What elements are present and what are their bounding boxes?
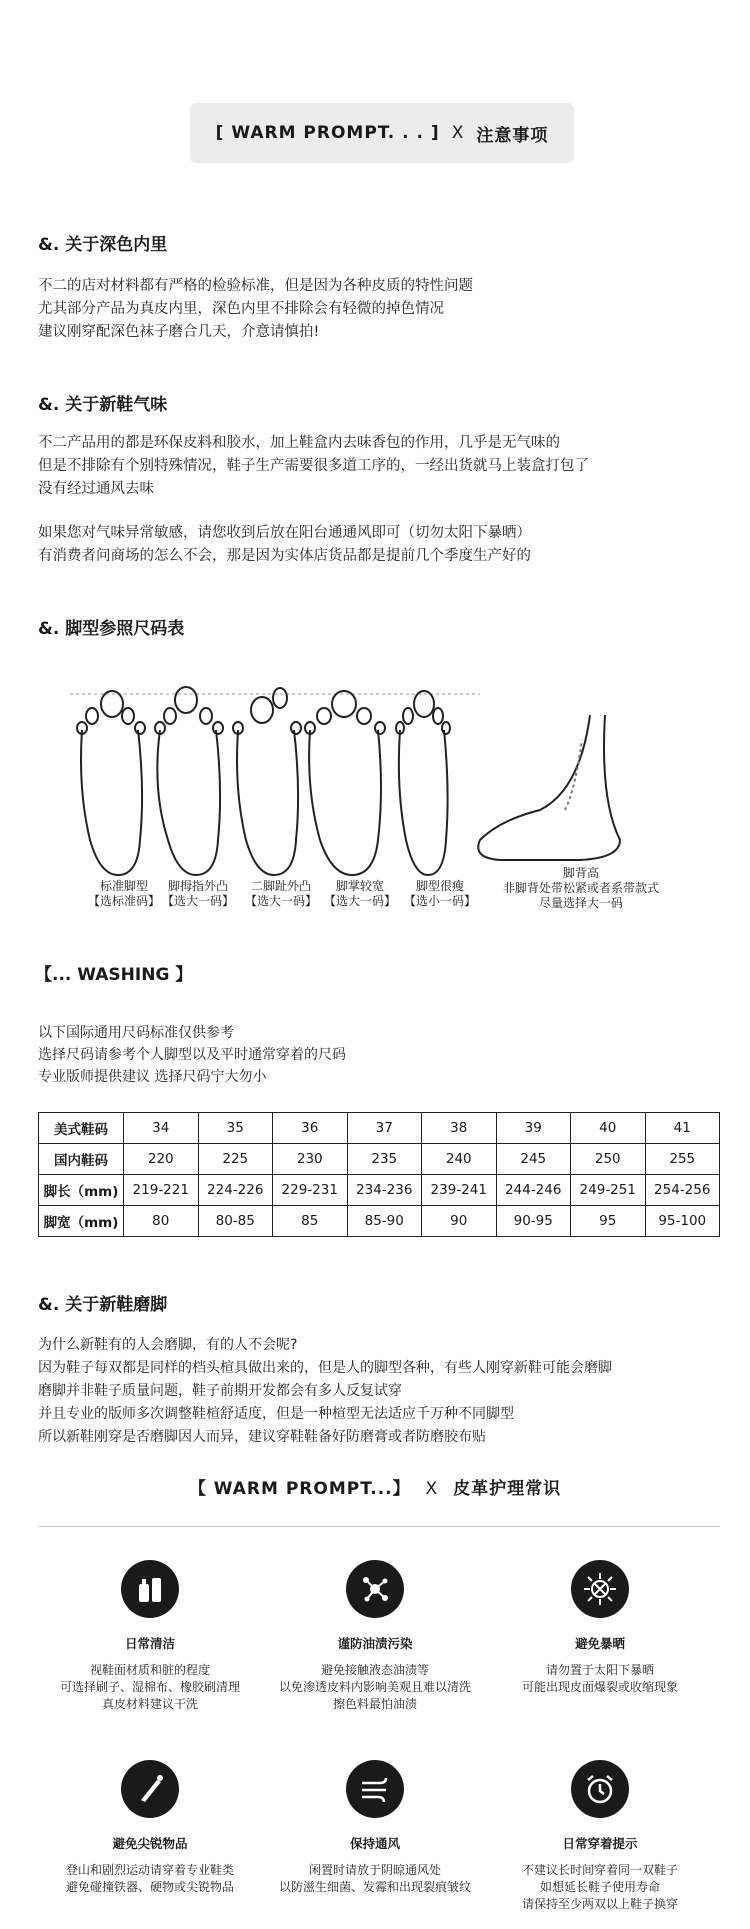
text-line: 有消费者问商场的怎么不会，那是因为实体店货品都是提前几个季度生产好的 bbox=[38, 548, 531, 564]
foot-name: 二脚趾外凸 bbox=[251, 879, 312, 893]
instep-line: 脚背高 bbox=[563, 866, 600, 880]
text-line: 如果您对气味异常敏感，请您收到后放在阳台通通风即可（切勿太阳下暴晒） bbox=[38, 525, 531, 541]
banner2-en: 【 WARM PROMPT...】 bbox=[188, 1479, 411, 1499]
care-item-sharp bbox=[35, 1760, 265, 1896]
care-title: 避免尖锐物品 bbox=[112, 1836, 188, 1851]
care-line: 可选择刷子、湿棉布、橡胶刷清理 bbox=[59, 1680, 240, 1694]
table-cell: 41 bbox=[645, 1113, 720, 1144]
care-item-sun bbox=[485, 1560, 715, 1696]
smell-text-2 bbox=[38, 522, 531, 568]
table-row bbox=[39, 1144, 720, 1175]
table-row bbox=[39, 1113, 720, 1144]
instep-line: 非脚背处带松紧或者系带款式 bbox=[503, 881, 660, 895]
section-title-foot: &. 脚型参照尺码表 bbox=[38, 619, 185, 639]
sun-burst-icon bbox=[571, 1560, 629, 1618]
table-cell: 80-85 bbox=[198, 1206, 273, 1237]
section-title-smell: &. 关于新鞋气味 bbox=[38, 395, 168, 415]
size-table bbox=[38, 1112, 720, 1237]
wind-icon bbox=[346, 1760, 404, 1818]
text-line: 没有经过通风去味 bbox=[38, 481, 154, 497]
banner-sep: X bbox=[451, 123, 465, 143]
section-title-rub: &. 关于新鞋磨脚 bbox=[38, 1295, 168, 1315]
care-item-wear bbox=[485, 1760, 715, 1913]
care-line: 避免接触液态油渍等 bbox=[320, 1663, 429, 1677]
care-line: 登山和剧烈运动请穿着专业鞋类 bbox=[65, 1863, 234, 1877]
foot-tip: 【选小一码】 bbox=[404, 894, 477, 908]
table-cell: 39 bbox=[496, 1113, 571, 1144]
care-title: 日常清洁 bbox=[124, 1636, 175, 1651]
alarm-clock-icon bbox=[571, 1760, 629, 1818]
care-desc bbox=[35, 1862, 265, 1896]
foot-second-toe-icon bbox=[233, 688, 301, 875]
text-line: 磨脚并非鞋子质量问题，鞋子前期开发都会有多人反复试穿 bbox=[38, 1383, 402, 1399]
foot-tip: 【选大一码】 bbox=[245, 894, 318, 908]
care-item-cleaning bbox=[35, 1560, 265, 1713]
rub-text bbox=[38, 1334, 612, 1449]
care-desc bbox=[485, 1862, 715, 1913]
table-cell: 244-246 bbox=[496, 1175, 571, 1206]
foot-label-standard bbox=[88, 879, 160, 909]
table-cell: 38 bbox=[422, 1113, 497, 1144]
foot-shapes-illustration bbox=[60, 680, 700, 880]
foot-label-second-toe bbox=[245, 879, 317, 909]
table-cell: 35 bbox=[198, 1113, 273, 1144]
table-cell: 95-100 bbox=[645, 1206, 720, 1237]
foot-side-instep-icon bbox=[478, 715, 620, 860]
banner2-sep: X bbox=[425, 1479, 439, 1499]
care-line: 闲置时请放于阴晾通风处 bbox=[308, 1863, 441, 1877]
text-line: 建议刚穿配深色袜子磨合几天，介意请慎拍! bbox=[38, 324, 320, 340]
foot-wide-icon bbox=[305, 691, 385, 875]
table-row bbox=[39, 1175, 720, 1206]
table-cell: 85-90 bbox=[347, 1206, 422, 1237]
table-cell: 249-251 bbox=[571, 1175, 646, 1206]
table-cell: 37 bbox=[347, 1113, 422, 1144]
text-line: 所以新鞋刚穿是否磨脚因人而异，建议穿鞋鞋备好防磨膏或者防磨胶布贴 bbox=[38, 1429, 486, 1445]
table-cell: 224-226 bbox=[198, 1175, 273, 1206]
text-line: 专业版师提供建议 选择尺码宁大勿小 bbox=[38, 1069, 267, 1085]
care-line: 可能出现皮面爆裂或收缩现象 bbox=[521, 1680, 678, 1694]
foot-label-wide bbox=[324, 879, 396, 909]
table-cell: 255 bbox=[645, 1144, 720, 1175]
care-title: 谨防油渍污染 bbox=[337, 1636, 413, 1651]
text-line: 因为鞋子每双都是同样的档头楦具做出来的，但是人的脚型各种，有些人刚穿新鞋可能会磨脚 bbox=[38, 1360, 612, 1376]
knife-icon bbox=[121, 1760, 179, 1818]
table-cell: 254-256 bbox=[645, 1175, 720, 1206]
care-title: 保持通风 bbox=[349, 1836, 400, 1851]
foot-tip: 【选大一码】 bbox=[324, 894, 397, 908]
table-cell: 229-231 bbox=[273, 1175, 348, 1206]
text-line: 以下国际通用尺码标准仅供参考 bbox=[38, 1025, 234, 1041]
care-line: 视鞋面材质和脏的程度 bbox=[89, 1663, 210, 1677]
table-cell: 225 bbox=[198, 1144, 273, 1175]
care-desc bbox=[260, 1662, 490, 1713]
care-line: 擦色料最怕油渍 bbox=[332, 1697, 417, 1711]
care-line: 请勿置于太阳下暴晒 bbox=[545, 1663, 654, 1677]
instep-line: 尽量选择大一码 bbox=[539, 896, 624, 910]
care-line: 请保持至少两双以上鞋子换穿 bbox=[521, 1897, 678, 1911]
foot-label-bunion bbox=[162, 879, 234, 909]
care-line: 不建议长时间穿着同一双鞋子 bbox=[521, 1863, 678, 1877]
table-cell: 239-241 bbox=[422, 1175, 497, 1206]
table-row bbox=[39, 1206, 720, 1237]
foot-tip: 【选标准码】 bbox=[88, 894, 161, 908]
foot-label-slim bbox=[404, 879, 476, 909]
care-line: 避免碰撞铁器、硬物或尖锐物品 bbox=[65, 1880, 234, 1894]
table-cell: 90-95 bbox=[496, 1206, 571, 1237]
section-title-dark-lining: &. 关于深色内里 bbox=[38, 235, 168, 255]
table-cell: 230 bbox=[273, 1144, 348, 1175]
banner-cn: 注意事项 bbox=[476, 125, 549, 146]
text-line: 尤其部分产品为真皮内里，深色内里不排除会有轻微的掉色情况 bbox=[38, 301, 444, 317]
foot-tip: 【选大一码】 bbox=[162, 894, 235, 908]
text-line: 并且专业的版师多次调整鞋楦舒适度，但是一种楦型无法适应千万种不同脚型 bbox=[38, 1406, 514, 1422]
care-desc bbox=[260, 1862, 490, 1896]
care-item-ventilation bbox=[260, 1760, 490, 1896]
divider bbox=[38, 1526, 720, 1527]
care-line: 以免渗透皮料内影响美观且难以清洗 bbox=[278, 1680, 471, 1694]
leather-care-banner bbox=[0, 1474, 750, 1499]
foot-standard-icon bbox=[77, 691, 145, 875]
smell-text-1 bbox=[38, 432, 589, 501]
text-line: 但是不排除有个别特殊情况，鞋子生产需要很多道工序的，一经出货就马上装盒打包了 bbox=[38, 458, 589, 474]
row-header: 国内鞋码 bbox=[39, 1144, 124, 1175]
table-cell: 250 bbox=[571, 1144, 646, 1175]
foot-name: 脚型很瘦 bbox=[416, 879, 465, 893]
table-cell: 90 bbox=[422, 1206, 497, 1237]
table-cell: 240 bbox=[422, 1144, 497, 1175]
table-cell: 85 bbox=[273, 1206, 348, 1237]
care-line: 真皮材料建议干洗 bbox=[101, 1697, 198, 1711]
text-line: 为什么新鞋有的人会磨脚，有的人不会呢? bbox=[38, 1337, 298, 1353]
dark-lining-text bbox=[38, 275, 473, 344]
table-cell: 34 bbox=[124, 1113, 199, 1144]
care-item-oil bbox=[260, 1560, 490, 1713]
foot-bunion-icon bbox=[155, 687, 223, 875]
table-cell: 245 bbox=[496, 1144, 571, 1175]
text-line: 不二产品用的都是环保皮料和胶水，加上鞋盒内去味香包的作用，几乎是无气味的 bbox=[38, 435, 560, 451]
banner2-cn: 皮革护理常识 bbox=[453, 1479, 562, 1499]
table-cell: 80 bbox=[124, 1206, 199, 1237]
banner-en: [ WARM PROMPT. . . ] bbox=[215, 123, 440, 143]
care-desc bbox=[35, 1662, 265, 1713]
foot-slim-icon bbox=[396, 691, 450, 875]
row-header: 脚宽（mm) bbox=[39, 1206, 124, 1237]
washing-text bbox=[38, 1022, 346, 1088]
table-cell: 220 bbox=[124, 1144, 199, 1175]
table-cell: 95 bbox=[571, 1206, 646, 1237]
row-header: 美式鞋码 bbox=[39, 1113, 124, 1144]
table-cell: 234-236 bbox=[347, 1175, 422, 1206]
foot-name: 脚掌较宽 bbox=[336, 879, 385, 893]
foot-outlines bbox=[77, 687, 620, 875]
warm-prompt-banner bbox=[190, 103, 574, 163]
row-header: 脚长（mm) bbox=[39, 1175, 124, 1206]
care-line: 以防滋生细菌、发霉和出现裂痕皱纹 bbox=[278, 1880, 471, 1894]
foot-label-instep bbox=[503, 866, 659, 911]
table-cell: 235 bbox=[347, 1144, 422, 1175]
care-title: 避免暴晒 bbox=[574, 1636, 625, 1651]
section-title-washing: 【... WASHING 】 bbox=[35, 965, 193, 985]
care-line: 如想延长鞋子使用寿命 bbox=[539, 1880, 660, 1894]
care-desc bbox=[485, 1662, 715, 1696]
table-cell: 36 bbox=[273, 1113, 348, 1144]
foot-name: 标准脚型 bbox=[100, 879, 149, 893]
stain-splash-icon bbox=[346, 1560, 404, 1618]
cleaning-bottles-icon bbox=[121, 1560, 179, 1618]
table-cell: 219-221 bbox=[124, 1175, 199, 1206]
text-line: 不二的店对材料都有严格的检验标准，但是因为各种皮质的特性问题 bbox=[38, 278, 473, 294]
text-line: 选择尺码请参考个人脚型以及平时通常穿着的尺码 bbox=[38, 1047, 346, 1063]
table-cell: 40 bbox=[571, 1113, 646, 1144]
foot-name: 脚拇指外凸 bbox=[168, 879, 229, 893]
care-title: 日常穿着提示 bbox=[562, 1836, 638, 1851]
